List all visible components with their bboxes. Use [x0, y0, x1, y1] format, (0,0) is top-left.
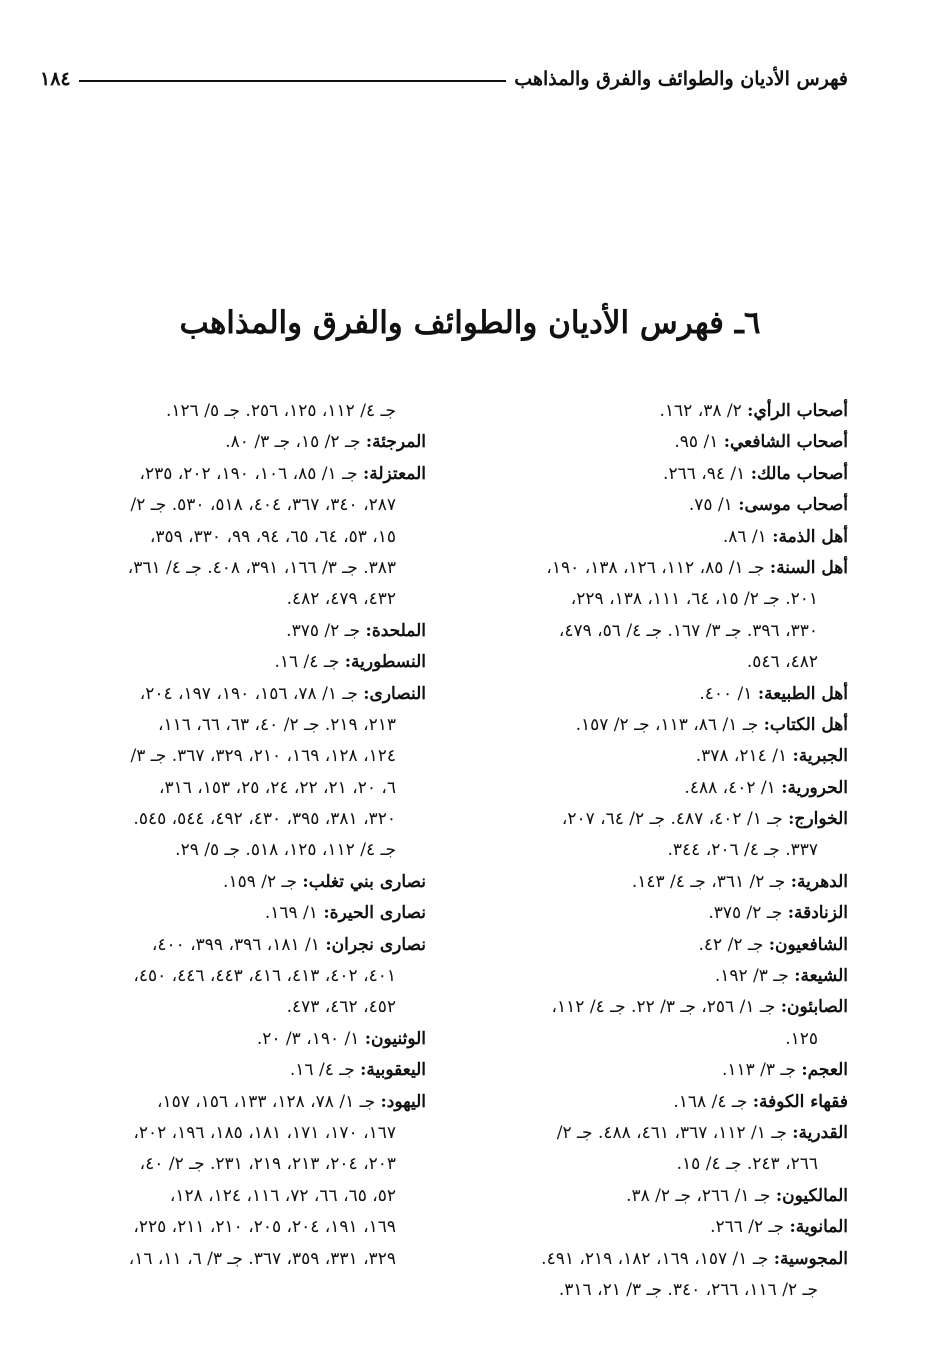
index-references: ١/ ١٨١، ٣٩٦، ٣٩٩، ٤٠٠، — [151, 934, 326, 955]
index-references: ١٦٩، ١٩١، ٢٠٤، ٢٠٥، ٢١٠، ٢١١، ٢٢٥، — [133, 1217, 396, 1238]
index-references: ٢٦٦، ٢٤٣. جـ ٤/ ١٥. — [676, 1154, 818, 1175]
index-entry — [462, 898, 848, 929]
index-term: أهل السنة: — [769, 557, 848, 578]
index-references: جـ ٢/ ٤٢. — [698, 934, 769, 955]
index-references: ٣٣٠، ٣٩٦. جـ ٣/ ١٦٧. جـ ٤/ ٥٦، ٤٧٩، — [558, 620, 818, 641]
index-references: ٣٢٩، ٣٣١، ٣٥٩، ٣٦٧. جـ ٣/ ٦، ١١، ١٦، — [128, 1248, 396, 1269]
index-term: أصحاب الرأي: — [747, 401, 848, 421]
index-entry — [462, 522, 848, 553]
index-entry-continuation — [40, 710, 426, 741]
index-references: جـ ٢/ ٣٧٥. — [708, 903, 788, 924]
index-references: ١٢٥. — [785, 1028, 818, 1049]
index-entry — [462, 1244, 848, 1275]
index-term: أهل الكتاب: — [763, 714, 848, 735]
index-term: الزنادقة: — [787, 903, 848, 924]
index-references: جـ ١/ ١٥٧، ١٦٩، ١٨٢، ٢١٩، ٤٩١. — [541, 1248, 774, 1269]
index-entry — [462, 930, 848, 961]
index-entry-continuation — [40, 961, 426, 992]
index-entry — [462, 1212, 848, 1243]
index-entry — [462, 1181, 848, 1212]
index-references: ٢٨٧، ٣٤٠، ٣٦٧، ٤٠٤، ٥١٨، ٥٣٠. جـ ٢/ — [130, 495, 396, 516]
index-references: ١/ ٨٦. — [722, 526, 773, 547]
index-references: ٤٥٢، ٤٦٢، ٤٧٣. — [286, 997, 396, 1018]
index-term: أهل الذمة: — [772, 526, 848, 547]
index-entry-continuation — [40, 1118, 426, 1149]
index-references: جـ ٢/ ١١٦، ٢٦٦، ٣٤٠. جـ ٣/ ٢١، ٣١٦. — [558, 1279, 818, 1300]
index-term: أصحاب مالك: — [750, 463, 848, 484]
index-entry-continuation — [462, 584, 848, 615]
index-entry — [40, 427, 426, 458]
index-entry — [462, 710, 848, 741]
index-term: الوثنيون: — [364, 1028, 426, 1049]
index-entry — [462, 1055, 848, 1086]
index-entry-continuation — [40, 835, 426, 866]
index-references: جـ ٣/ ١١٣. — [721, 1060, 802, 1081]
index-entry — [40, 898, 426, 929]
index-term: نصارى نجران: — [325, 934, 426, 955]
index-references: ١٥، ٥٣، ٦٤، ٦٥، ٩٤، ٩٩، ٣٣٠، ٣٥٩، — [149, 526, 396, 547]
index-references: جـ ١/ ٤٠٢، ٤٨٧. جـ ٢/ ٦٤، ٢٠٧، — [561, 809, 789, 830]
index-term: العجم: — [801, 1060, 848, 1081]
index-entry — [462, 459, 848, 490]
index-entry — [40, 1087, 426, 1118]
index-references: جـ ١/ ٢٥٦، جـ ٣/ ٢٢. جـ ٤/ ١١٢، — [551, 997, 781, 1018]
index-references: ٢/ ٣٨، ١٦٢. — [659, 401, 748, 421]
index-references: جـ ١/ ٧٨، ١٢٨، ١٣٣، ١٥٦، ١٥٧، — [156, 1091, 381, 1112]
index-term: أهل الطبيعة: — [757, 683, 848, 704]
index-entry-continuation — [462, 835, 848, 866]
index-entry — [462, 992, 848, 1023]
running-header — [40, 62, 848, 96]
index-references: ١٢٤، ١٢٨، ١٦٩، ٢١٠، ٣٢٩، ٣٦٧. جـ ٣/ — [130, 746, 396, 767]
index-column-right — [462, 396, 848, 1306]
index-references: ١/ ٤٠٠. — [699, 683, 758, 704]
index-entry — [462, 427, 848, 458]
index-entry — [462, 553, 848, 584]
index-entry-continuation — [462, 1024, 848, 1055]
index-term: المالكيون: — [775, 1185, 848, 1206]
index-references: ٣٣٧. جـ ٤/ ٢٠٦، ٣٤٤. — [667, 840, 818, 861]
index-entry-continuation — [462, 616, 848, 647]
index-references: جـ ٣/ ١٩٢. — [714, 966, 795, 987]
index-references: جـ ٤/ ١٦. — [274, 652, 345, 673]
index-entry — [462, 679, 848, 710]
index-term: الحرورية: — [781, 777, 848, 798]
index-entry-continuation — [40, 584, 426, 615]
index-references: ١٦٧، ١٧٠، ١٧١، ١٨١، ١٨٥، ١٩٦، ٢٠٢، — [133, 1122, 396, 1143]
index-term: المجوسية: — [773, 1248, 848, 1269]
index-entry — [462, 961, 848, 992]
index-references: ٤٣٢، ٤٧٩، ٤٨٢. — [286, 589, 396, 610]
index-entry — [40, 616, 426, 647]
index-entry — [40, 679, 426, 710]
index-references: جـ ٤/ ١٦٨. — [673, 1091, 753, 1112]
index-references: ١/ ١٦٩. — [264, 903, 324, 924]
index-term: الجبرية: — [792, 746, 848, 767]
index-term: فقهاء الكوفة: — [752, 1091, 848, 1112]
index-references: ٣٢٠، ٣٨١، ٣٩٥، ٤٣٠، ٤٩٢، ٥٤٤، ٥٤٥. — [133, 809, 396, 830]
index-entry-continuation — [40, 1212, 426, 1243]
index-references: جـ ١/ ٨٥، ١١٢، ١٢٦، ١٣٨، ١٩٠، — [546, 557, 770, 578]
index-term: أصحاب الشافعي: — [723, 432, 848, 453]
index-term: نصارى الحيرة: — [323, 903, 426, 924]
index-entry-continuation — [40, 522, 426, 553]
index-entry-continuation — [40, 490, 426, 521]
index-entry — [462, 741, 848, 772]
index-entry — [462, 804, 848, 835]
index-term: اليعقوبية: — [360, 1060, 426, 1081]
index-term: الصابئون: — [780, 997, 848, 1018]
index-references: جـ ٤/ ١١٢، ١٢٥، ٢٥٦. جـ ٥/ ١٢٦. — [166, 401, 396, 421]
index-term: المانوية: — [789, 1217, 848, 1238]
section-title: ٦ـ فهرس الأديان والطوائف والفرق والمذاهب — [179, 305, 761, 341]
index-entry — [40, 867, 426, 898]
index-entry-continuation — [40, 396, 426, 427]
index-references: جـ ١/ ٨٥، ١٠٦، ١٩٠، ٢٠٢، ٢٣٥، — [139, 463, 363, 484]
index-references: جـ ١/ ٧٨، ١٥٦، ١٩٠، ١٩٧، ٢٠٤، — [139, 683, 364, 704]
index-entry — [40, 647, 426, 678]
index-term: نصارى بني تغلب: — [302, 871, 426, 892]
index-entry-continuation — [40, 992, 426, 1023]
index-term: الشافعيون: — [768, 934, 848, 955]
index-term: الدهرية: — [790, 871, 848, 892]
index-references: جـ ٢/ ١٥٩. — [223, 871, 303, 892]
index-term: الملحدة: — [365, 620, 426, 641]
index-references: ١/ ٧٥. — [688, 495, 739, 516]
index-references: جـ ٤/ ١١٢، ١٢٥، ٥١٨. جـ ٥/ ٢٩. — [175, 840, 396, 861]
index-entry-continuation — [462, 1149, 848, 1180]
index-references: ١/ ٤٠٢، ٤٨٨. — [684, 777, 782, 798]
index-references: ١/ ٩٥. — [674, 432, 724, 453]
index-term: النصارى: — [363, 683, 426, 704]
index-entry-continuation — [462, 647, 848, 678]
index-entry-continuation — [40, 553, 426, 584]
index-entry — [462, 773, 848, 804]
running-header-title: فهرس الأديان والطوائف والفرق والمذاهب — [514, 68, 848, 90]
page-number: ١٨٤ — [40, 68, 71, 90]
index-references: ١/ ٢١٤، ٣٧٨. — [695, 746, 793, 767]
header-rule — [79, 80, 507, 82]
index-references: جـ ٢/ ٢٦٦. — [710, 1217, 790, 1238]
index-entry-continuation — [40, 741, 426, 772]
index-entry — [40, 1055, 426, 1086]
index-term: النسطورية: — [344, 652, 426, 673]
index-entry-continuation — [40, 1181, 426, 1212]
index-entry — [462, 490, 848, 521]
index-term: أصحاب موسى: — [738, 495, 848, 516]
index-references: ١/ ٩٤، ٢٦٦. — [663, 463, 751, 484]
index-term: المعتزلة: — [362, 463, 426, 484]
index-entry — [40, 1024, 426, 1055]
index-entry — [462, 1087, 848, 1118]
index-term: الشيعة: — [794, 966, 848, 987]
index-term: المرجئة: — [365, 432, 426, 453]
index-references: جـ ٢/ ٣٦١، جـ ٤/ ١٤٣. — [631, 871, 791, 892]
index-references: جـ ١/ ٢٦٦، جـ ٢/ ٣٨. — [626, 1185, 776, 1206]
index-references: ٢٠٣، ٢٠٤، ٢١٣، ٢١٩، ٢٣١. جـ ٢/ ٤٠، — [139, 1154, 396, 1175]
index-entry-continuation — [40, 804, 426, 835]
index-references: جـ ٤/ ١٦. — [289, 1060, 361, 1081]
index-references: ٤٨٢، ٥٤٦. — [746, 652, 818, 673]
index-references: ٢١٣، ٢١٩. جـ ٢/ ٤٠، ٦٣، ٦٦، ١١٦، — [157, 714, 396, 735]
index-entry — [40, 459, 426, 490]
index-references: ٥٢، ٦٥، ٦٦، ٧٢، ١١٦، ١٢٤، ١٢٨، — [169, 1185, 396, 1206]
index-term: القدرية: — [792, 1122, 848, 1143]
index-references: جـ ٢/ ٣٧٥. — [286, 620, 366, 641]
index-entry — [40, 930, 426, 961]
index-term: اليهود: — [380, 1091, 426, 1112]
index-references: ٢٠١. جـ ٢/ ١٥، ٦٤، ١١١، ١٣٨، ٢٢٩، — [570, 589, 818, 610]
index-entry-continuation — [40, 1149, 426, 1180]
index-references: ٦، ٢٠، ٢١، ٢٢، ٢٤، ٢٥، ١٥٣، ٣١٦، — [158, 777, 396, 798]
index-term: الخوارج: — [788, 809, 848, 830]
index-entry-continuation — [40, 773, 426, 804]
index-references: ١/ ١٩٠، ٣/ ٢٠. — [256, 1028, 365, 1049]
index-references: جـ ١/ ٨٦، ١١٣، جـ ٢/ ١٥٧. — [575, 714, 764, 735]
index-entry — [462, 867, 848, 898]
index-entry — [462, 396, 848, 427]
index-references: ٣٨٣. جـ ٣/ ١٦٦، ٣٩١، ٤٠٨. جـ ٤/ ٣٦١، — [127, 557, 396, 578]
index-references: جـ ٢/ ١٥، جـ ٣/ ٨٠. — [225, 432, 366, 453]
index-references: ٤٠١، ٤٠٢، ٤١٣، ٤١٦، ٤٤٣، ٤٤٦، ٤٥٠، — [133, 966, 396, 987]
index-references: جـ ١/ ١١٢، ٣٦٧، ٤٦١، ٤٨٨. جـ ٢/ — [556, 1122, 793, 1143]
index-entry — [462, 1118, 848, 1149]
index-entry-continuation — [462, 1275, 848, 1306]
index-entry-continuation — [40, 1244, 426, 1275]
index-column-left — [40, 396, 426, 1275]
